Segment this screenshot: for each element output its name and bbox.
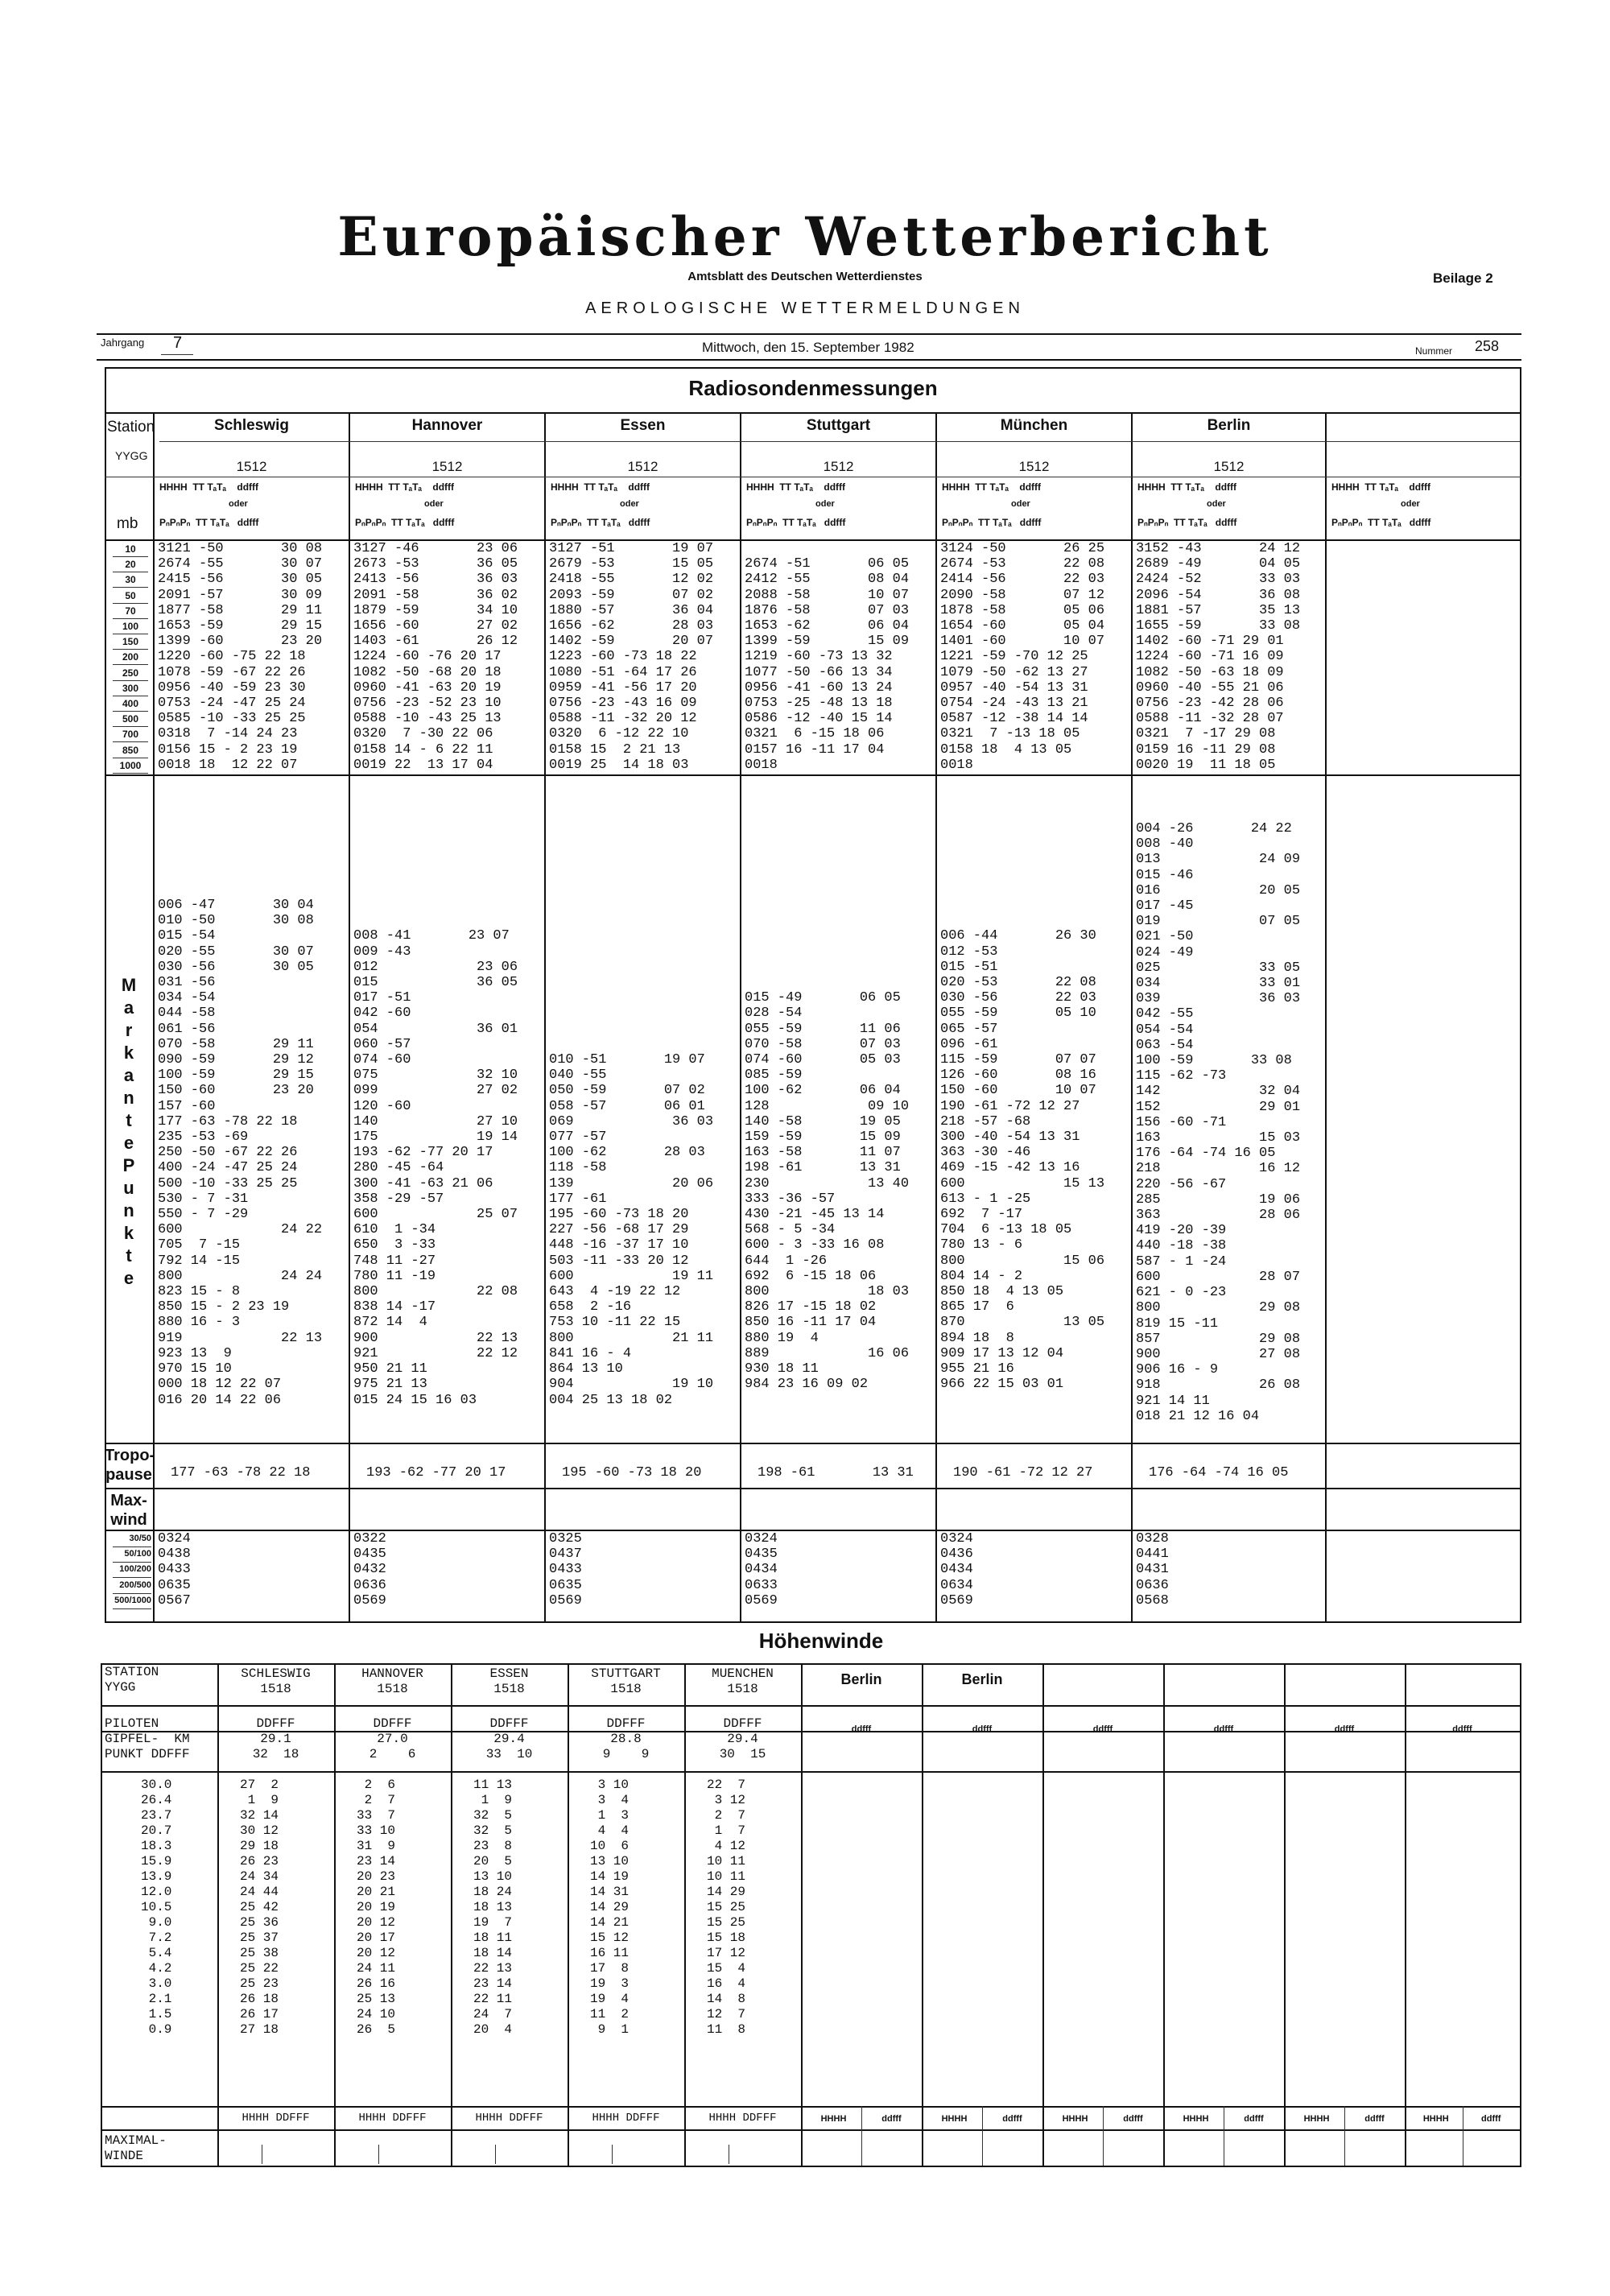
column-header-top: HHHH TT TₐTₐ ddfff [1331, 481, 1431, 493]
mb-level-rule [113, 603, 148, 604]
hw-col-divider [1405, 1663, 1406, 2166]
hw-pilot-data: DDFFF 28.8 9 9 [602, 1716, 650, 1761]
table-rule [105, 412, 1521, 414]
column-header-bottom: PₙPₙPₙ TT TₐTₐ ddfff [942, 517, 1042, 528]
col-divider [153, 412, 155, 1623]
mb-level-rule [113, 556, 148, 557]
table-border [101, 1663, 102, 2166]
mb-level: 850 [122, 744, 139, 756]
hw-extra-ddfff: ddfff [1123, 2114, 1143, 2124]
issue-date: Mittwoch, den 15. September 1982 [702, 340, 914, 355]
hw-extra-hhhh: HHHH [1422, 2114, 1449, 2124]
hw-pilot-data: DDFFF 27.0 2 6 [369, 1716, 416, 1761]
hw-extra-ddfff: ddfff [881, 2114, 902, 2124]
table-border [105, 367, 1521, 369]
station-name: Stuttgart [806, 417, 871, 434]
tropopause-value: 177 -63 -78 22 18 [171, 1465, 311, 1480]
hw-pilot-data: DDFFF 29.1 32 18 [252, 1716, 299, 1761]
hw-extra-station-name: Berlin [840, 1671, 882, 1687]
table-border [101, 1663, 1521, 1665]
hw-wind-column: 2 6 2 7 33 7 33 10 31 9 23 14 20 23 20 21 20 19 20 12 20 17 20 12 24 11 26 16 25 13 24 10 26 5 [357, 1778, 396, 2037]
column-header-top: HHHH TT TₐTₐ ddfff [942, 481, 1042, 493]
hw-maxwind-head: HHHH DDFFF [475, 2112, 543, 2125]
hw-station-name: STUTTGART 1518 [591, 1666, 661, 1696]
column-header-oder: oder [815, 499, 835, 509]
table-border [1520, 367, 1521, 1623]
column-header-bottom: PₙPₙPₙ TT TₐTₐ ddfff [1331, 517, 1431, 528]
col-divider [349, 412, 350, 1623]
tropopause-value: 198 -61 13 31 [758, 1465, 914, 1480]
nummer-value: 258 [1475, 338, 1500, 354]
marked-points-letter: P [122, 1155, 135, 1175]
layer-label-rule [113, 1608, 151, 1609]
table-border [105, 367, 106, 1623]
layer-values: 0324 0436 0434 0634 0569 [940, 1531, 973, 1608]
hw-extra-hhhh: HHHH [1183, 2114, 1209, 2124]
col-divider [544, 412, 546, 1623]
hw-row-rule [101, 2106, 1521, 2108]
mb-level: 500 [122, 713, 139, 725]
marked-points-muenchen: 006 -44 26 30 012 -53 015 -51 020 -53 22 08 030 -56 22 03 055 -59 05 10 065 -57 096 -61 115 -59 07 07 126 -60 08 16 150 -60 10 07 190 -61 -72 12 27 218 -57 -68 300 -40 -54 13 31 363 -30 -46 469 -15 -42 13 16 600 15 13 613 - 1 -25 692 7 -17 704 6 -13 18 05 780 13 - 6 800 15 06 804 14 - 2 850 18 4 13 05 865 17 6 870 13 05 894 18 8 909 17 13 12 04 955 21 16 966 22 15 03 01 [940, 928, 1105, 1393]
layer-label: 100/200 [119, 1564, 151, 1575]
hw-extra-hhhh: HHHH [1062, 2114, 1088, 2124]
hw-maxwind-head: HHHH DDFFF [242, 2112, 310, 2125]
marked-points-letter: e [123, 1133, 134, 1153]
mb-level-rule [113, 618, 148, 619]
hw-extra-divider [861, 2106, 862, 2166]
column-header-bottom: PₙPₙPₙ TT TₐTₐ ddfff [355, 517, 455, 528]
hw-station-label: STATION YYGG [105, 1665, 159, 1695]
mb-level: 200 [122, 651, 139, 663]
marked-points-letter: k [123, 1043, 134, 1063]
hw-wind-column: 22 7 3 12 2 7 1 7 4 12 10 11 10 11 14 29 15 25 15 25 15 18 17 12 15 4 16 4 14 8 12 7 11 8 [707, 1778, 746, 2037]
hw-tick [612, 2145, 613, 2164]
mb-level: 100 [122, 621, 139, 632]
hw-station-name: ESSEN 1518 [489, 1666, 529, 1696]
col-divider [1325, 412, 1327, 1623]
layer-label-rule [113, 1562, 151, 1563]
marked-points-letter: a [123, 1065, 134, 1085]
marked-points-letter: u [123, 1178, 134, 1198]
station-name: München [1000, 417, 1068, 434]
layer-label: 30/50 [129, 1534, 151, 1543]
mb-level: 50 [125, 589, 136, 601]
station-name: Schleswig [214, 417, 289, 434]
standard-levels-stuttgart: 2674 -51 06 05 2412 -55 08 04 2088 -58 10 07 1876 -58 07 03 1653 -62 06 04 1399 -59 15 09 1219 -60 -73 13 32 1077 -50 -66 13 34 0956 -41 -60 13 24 0753 -25 -48 13 18 0586 -12 -40 15 14 0321 6 -15 18 06 0157 16 -11 17 04 0018 [745, 556, 910, 773]
hw-extra-ddfff: ddfff [851, 1724, 872, 1734]
mb-level: 250 [122, 667, 139, 679]
marked-points-letter: n [123, 1200, 134, 1220]
hw-pilot-data: DDFFF 29.4 30 15 [719, 1716, 766, 1761]
hw-wind-column: 3 10 3 4 1 3 4 4 10 6 13 10 14 19 14 31 14 29 14 21 15 12 16 11 17 8 19 3 19 4 11 2 9 1 [590, 1778, 630, 2037]
marked-points-letter: t [126, 1245, 132, 1266]
marked-points-hannover: 008 -41 23 07 009 -43 012 23 06 015 36 05 017 -51 042 -60 054 36 01 060 -57 074 -60 075 32 10 099 27 02 120 -60 140 27 10 175 19 14 193 -62 -77 20 17 280 -45 -64 300 -41 -63 21 06 358 -29 -57 600 25 07 610 1 -34 650 3 -33 748 11 -27 780 11 -19 800 22 08 838 14 -17 872 14 4 900 22 13 921 22 12 950 21 11 975 21 13 015 24 15 16 03 [353, 928, 518, 1408]
layer-label-rule [113, 1593, 151, 1594]
yygg-value: 1512 [823, 459, 854, 474]
hw-row-rule [101, 1771, 1521, 1773]
marked-points-schleswig: 006 -47 30 04 010 -50 30 08 015 -54 020 -55 30 07 030 -56 30 05 031 -56 034 -54 044 -58 061 -56 070 -58 29 11 090 -59 29 12 100 -59 29 15 150 -60 23 20 157 -60 177 -63 -78 22 18 235 -53 -69 250 -50 -67 22 26 400 -24 -47 25 24 500 -10 -33 25 25 530 - 7 -31 550 - 7 -29 600 24 22 705 7 -15 792 14 -15 800 24 24 823 15 - 8 850 15 - 2 23 19 880 16 - 3 919 22 13 923 13 9 970 15 10 000 18 12 22 07 016 20 14 22 06 [158, 898, 323, 1408]
table-rule [105, 774, 1521, 776]
mb-level: 10 [125, 543, 136, 555]
divider [97, 333, 1521, 335]
column-header-top: HHHH TT TₐTₐ ddfff [159, 481, 259, 493]
tropopause-value: 190 -61 -72 12 27 [953, 1465, 1093, 1480]
hw-station-name: MUENCHEN 1518 [712, 1666, 774, 1696]
beilage-label: Beilage 2 [1433, 270, 1493, 286]
mb-level: 30 [125, 574, 136, 586]
hw-station-name: SCHLESWIG 1518 [241, 1666, 311, 1696]
marked-points-stuttgart: 015 -49 06 05 028 -54 055 -59 11 06 070 -58 07 03 074 -60 05 03 085 -59 100 -62 06 04 128 09 10 140 -58 19 05 159 -59 15 09 163 -58 11 07 198 -61 13 31 230 13 40 333 -36 -57 430 -21 -45 13 14 568 - 5 -34 600 - 3 -33 16 08 644 1 -26 692 6 -15 18 06 800 18 03 826 17 -15 18 02 850 16 -11 17 04 880 19 4 889 16 06 930 18 11 984 23 16 09 02 [745, 990, 910, 1393]
column-header-top: HHHH TT TₐTₐ ddfff [355, 481, 455, 493]
column-header-oder: oder [229, 499, 248, 509]
hw-maxwind-head: HHHH DDFFF [592, 2112, 660, 2125]
radio-title: Radiosondenmessungen [688, 376, 938, 400]
layer-label-rule [113, 1546, 151, 1547]
hw-row-rule [101, 2166, 1521, 2167]
hw-heights: 30.0 26.4 23.7 20.7 18.3 15.9 13.9 12.0 10.5 9.0 7.2 5.4 4.2 3.0 2.1 1.5 0.9 [141, 1778, 172, 2037]
hw-extra-station-name: Berlin [961, 1671, 1003, 1687]
hw-col-divider [922, 1663, 923, 2166]
column-header-oder: oder [424, 499, 444, 509]
layer-values: 0328 0441 0431 0636 0568 [1136, 1531, 1169, 1608]
tropopause-value: 195 -60 -73 18 20 [562, 1465, 702, 1480]
hw-wind-column: 27 2 1 9 32 14 30 12 29 18 26 23 24 34 24 44 25 42 25 36 25 37 25 38 25 22 25 23 26 18 26 17 27 18 [240, 1778, 279, 2037]
mb-level-rule [113, 649, 148, 650]
mb-level: 150 [122, 636, 139, 648]
yygg-label: YYGG [115, 449, 148, 462]
hw-extra-ddfff: ddfff [1452, 1724, 1472, 1734]
marked-points-letter: t [126, 1110, 132, 1130]
column-header-bottom: PₙPₙPₙ TT TₐTₐ ddfff [1137, 517, 1237, 528]
jahrgang-value: 7 [173, 334, 183, 352]
column-header-oder: oder [620, 499, 639, 509]
mb-level-rule [113, 680, 148, 681]
standard-levels-schleswig: 3121 -50 30 08 2674 -55 30 07 2415 -56 30 05 2091 -57 30 09 1877 -58 29 11 1653 -59 29 15 1399 -60 23 20 1220 -60 -75 22 18 1078 -59 -67 22 26 0956 -40 -59 23 30 0753 -24 -47 25 24 0585 -10 -33 25 25 0318 7 -14 24 23 0156 15 - 2 23 19 0018 18 12 22 07 [158, 541, 323, 773]
hw-col-divider [1284, 1663, 1286, 2166]
marked-points-letter: k [123, 1223, 134, 1243]
hw-row-rule [101, 1705, 1521, 1707]
page-title: Europäischer Wetterbericht [337, 205, 1273, 268]
column-header-oder: oder [1207, 499, 1226, 509]
table-rule [105, 1443, 1521, 1444]
station-name: Berlin [1207, 417, 1251, 434]
table-rule [159, 441, 1520, 442]
col-divider [1131, 412, 1133, 1623]
nummer-label: Nummer [1415, 345, 1453, 357]
hw-maxwind-head: HHHH DDFFF [708, 2112, 777, 2125]
layer-label: 200/500 [119, 1580, 151, 1590]
hw-tick [495, 2145, 496, 2164]
marked-points-letter: M [121, 975, 137, 995]
layer-values: 0324 0435 0434 0633 0569 [745, 1531, 778, 1608]
standard-levels-hannover: 3127 -46 23 06 2673 -53 36 05 2413 -56 36 03 2091 -58 36 02 1879 -59 34 10 1656 -60 27 02 1403 -61 26 12 1224 -60 -76 20 17 1082 -50 -68 20 18 0960 -41 -63 20 19 0756 -23 -52 23 10 0588 -10 -43 25 13 0320 7 -30 22 06 0158 14 - 6 22 11 0019 22 13 17 04 [353, 541, 518, 773]
hw-wind-column: 11 13 1 9 32 5 32 5 23 8 20 5 13 10 18 24 18 13 19 7 18 11 18 14 22 13 23 14 22 11 24 7 20 4 [473, 1778, 513, 2037]
mb-level: 70 [125, 605, 136, 617]
hw-extra-ddfff: ddfff [972, 1724, 993, 1734]
tropopause-value: 193 -62 -77 20 17 [366, 1465, 506, 1480]
yygg-value: 1512 [431, 459, 463, 474]
hw-extra-ddfff: ddfff [1213, 1724, 1234, 1734]
hw-extra-divider [1103, 2106, 1104, 2166]
standard-levels-essen: 3127 -51 19 07 2679 -53 15 05 2418 -55 12 02 2093 -59 07 02 1880 -57 36 04 1656 -62 28 03 1402 -59 20 07 1223 -60 -73 18 22 1080 -51 -64 17 26 0959 -41 -56 17 20 0756 -23 -43 16 09 0588 -11 -32 20 12 0320 6 -12 22 10 0158 15 2 21 13 0019 25 14 18 03 [549, 541, 714, 773]
column-header-bottom: PₙPₙPₙ TT TₐTₐ ddfff [159, 517, 259, 528]
column-header-oder: oder [1011, 499, 1030, 509]
mb-level-rule [113, 587, 148, 588]
layer-values: 0325 0437 0433 0635 0569 [549, 1531, 582, 1608]
mb-level-rule [113, 711, 148, 712]
divider [97, 359, 1521, 361]
mb-level-rule [113, 773, 148, 774]
table-rule [105, 1488, 1521, 1489]
maxwind-label: Max- wind [110, 1492, 147, 1529]
station-name: Hannover [411, 417, 483, 434]
hw-extra-hhhh: HHHH [1303, 2114, 1330, 2124]
hw-pilot-data: DDFFF 29.4 33 10 [485, 1716, 533, 1761]
hw-extra-hhhh: HHHH [941, 2114, 968, 2124]
mb-level-rule [113, 664, 148, 665]
hw-station-name: HANNOVER 1518 [361, 1666, 423, 1696]
marked-points-berlin: 004 -26 24 22 008 -40 013 24 09 015 -46 016 20 05 017 -45 019 07 05 021 -50 024 -49 025 33 05 034 33 01 039 36 03 042 -55 054 -54 063 -54 100 -59 33 08 115 -62 -73 142 32 04 152 29 01 156 -60 -71 163 15 03 176 -64 -74 16 05 218 16 12 220 -56 -67 285 19 06 363 28 06 419 -20 -39 440 -18 -38 587 - 1 -24 600 28 07 621 - 0 -23 800 29 08 819 15 -11 857 29 08 900 27 08 906 16 - 9 918 26 08 921 14 11 018 21 12 16 04 [1136, 821, 1301, 1424]
column-header-top: HHHH TT TₐTₐ ddfff [1137, 481, 1237, 493]
yygg-value: 1512 [1213, 459, 1245, 474]
hw-extra-ddfff: ddfff [1092, 1724, 1113, 1734]
tropopause-value: 176 -64 -74 16 05 [1149, 1465, 1289, 1480]
column-header-top: HHHH TT TₐTₐ ddfff [746, 481, 846, 493]
column-header-top: HHHH TT TₐTₐ ddfff [551, 481, 650, 493]
col-divider [740, 412, 741, 1623]
mb-level-rule [113, 741, 148, 742]
column-header-bottom: PₙPₙPₙ TT TₐTₐ ddfff [746, 517, 846, 528]
underline [161, 354, 193, 355]
hw-extra-ddfff: ddfff [1244, 2114, 1264, 2124]
mb-level: 20 [125, 559, 136, 571]
hw-pilot-label: PILOTEN GIPFEL- KM PUNKT DDFFF [105, 1716, 190, 1761]
yygg-value: 1512 [627, 459, 658, 474]
table-rule [105, 1530, 1521, 1531]
standard-levels-muenchen: 3124 -50 26 25 2674 -53 22 08 2414 -56 22 03 2090 -58 07 12 1878 -58 05 06 1654 -60 05 04 1401 -60 10 07 1221 -59 -70 12 25 1079 -50 -62 13 27 0957 -40 -54 13 31 0754 -24 -43 13 21 0587 -12 -38 14 14 0321 7 -13 18 05 0158 18 4 13 05 0018 [940, 541, 1105, 773]
layer-label: 500/1000 [114, 1595, 151, 1605]
yygg-value: 1512 [236, 459, 267, 474]
column-header-bottom: PₙPₙPₙ TT TₐTₐ ddfff [551, 517, 650, 528]
mb-level: 400 [122, 698, 139, 709]
hw-extra-ddfff: ddfff [1481, 2114, 1501, 2124]
hw-maxwind-label: MAXIMAL- WINDE [105, 2133, 167, 2163]
station-label: Station [107, 419, 155, 436]
station-name: Essen [620, 417, 666, 434]
hw-row-rule [101, 2129, 1521, 2131]
hw-extra-divider [1344, 2106, 1345, 2166]
marked-points-letter: e [123, 1268, 134, 1288]
hw-extra-divider [982, 2106, 983, 2166]
hw-maxwind-head: HHHH DDFFF [358, 2112, 427, 2125]
mb-level: 300 [122, 682, 139, 694]
yygg-value: 1512 [1018, 459, 1050, 474]
mb-level: 700 [122, 729, 139, 741]
col-divider [935, 412, 937, 1623]
table-border [1520, 1663, 1521, 2166]
marked-points-letter: r [125, 1020, 133, 1040]
hw-col-divider [801, 1663, 803, 2166]
hoehenwinde-title: Höhenwinde [758, 1629, 884, 1653]
hw-extra-ddfff: ddfff [1002, 2114, 1022, 2124]
layer-label: 50/100 [124, 1549, 151, 1559]
hw-extra-ddfff: ddfff [1364, 2114, 1385, 2124]
hw-col-divider [1163, 1663, 1165, 2166]
tropopause-label: Tropo- pause [105, 1447, 155, 1484]
marked-points-label [113, 974, 145, 1290]
mb-level-rule [113, 726, 148, 727]
marked-points-essen: 010 -51 19 07 040 -55 050 -59 07 02 058 -57 06 01 069 36 03 077 -57 100 -62 28 03 118 -58 139 20 06 177 -61 195 -60 -73 18 20 227 -56 -68 17 29 448 -16 -37 17 10 503 -11 -33 20 12 600 19 11 643 4 -19 22 12 658 2 -16 753 10 -11 22 15 800 21 11 841 16 - 4 864 13 10 904 19 10 004 25 13 18 02 [549, 1052, 714, 1408]
section-heading: AEROLOGISCHE WETTERMELDUNGEN [585, 299, 1025, 317]
hw-extra-ddfff: ddfff [1334, 1724, 1355, 1734]
column-header-oder: oder [1401, 499, 1420, 509]
marked-points-letter: n [123, 1088, 134, 1108]
standard-levels-berlin: 3152 -43 24 12 2689 -49 04 05 2424 -52 33 03 2096 -54 36 08 1881 -57 35 13 1655 -59 33 08 1402 -60 -71 29 01 1224 -60 -71 16 09 1082 -50 -63 18 09 0960 -40 -55 21 06 0756 -23 -42 28 06 0588 -11 -32 28 07 0321 7 -17 29 08 0159 16 -11 29 08 0020 19 11 18 05 [1136, 541, 1301, 773]
mb-label: mb [117, 515, 138, 532]
layer-label-rule [113, 1577, 151, 1578]
mb-level: 1000 [119, 759, 142, 771]
table-border [105, 1621, 1521, 1623]
hw-extra-hhhh: HHHH [820, 2114, 847, 2124]
hw-col-divider [1042, 1663, 1044, 2166]
marked-points-letter: a [123, 997, 134, 1018]
hw-tick [378, 2145, 379, 2164]
layer-values: 0324 0438 0433 0635 0567 [158, 1531, 191, 1608]
layer-values: 0322 0435 0432 0636 0569 [353, 1531, 386, 1608]
jahrgang-label: Jahrgang [101, 337, 145, 349]
subtitle: Amtsblatt des Deutschen Wetterdienstes [687, 270, 923, 283]
